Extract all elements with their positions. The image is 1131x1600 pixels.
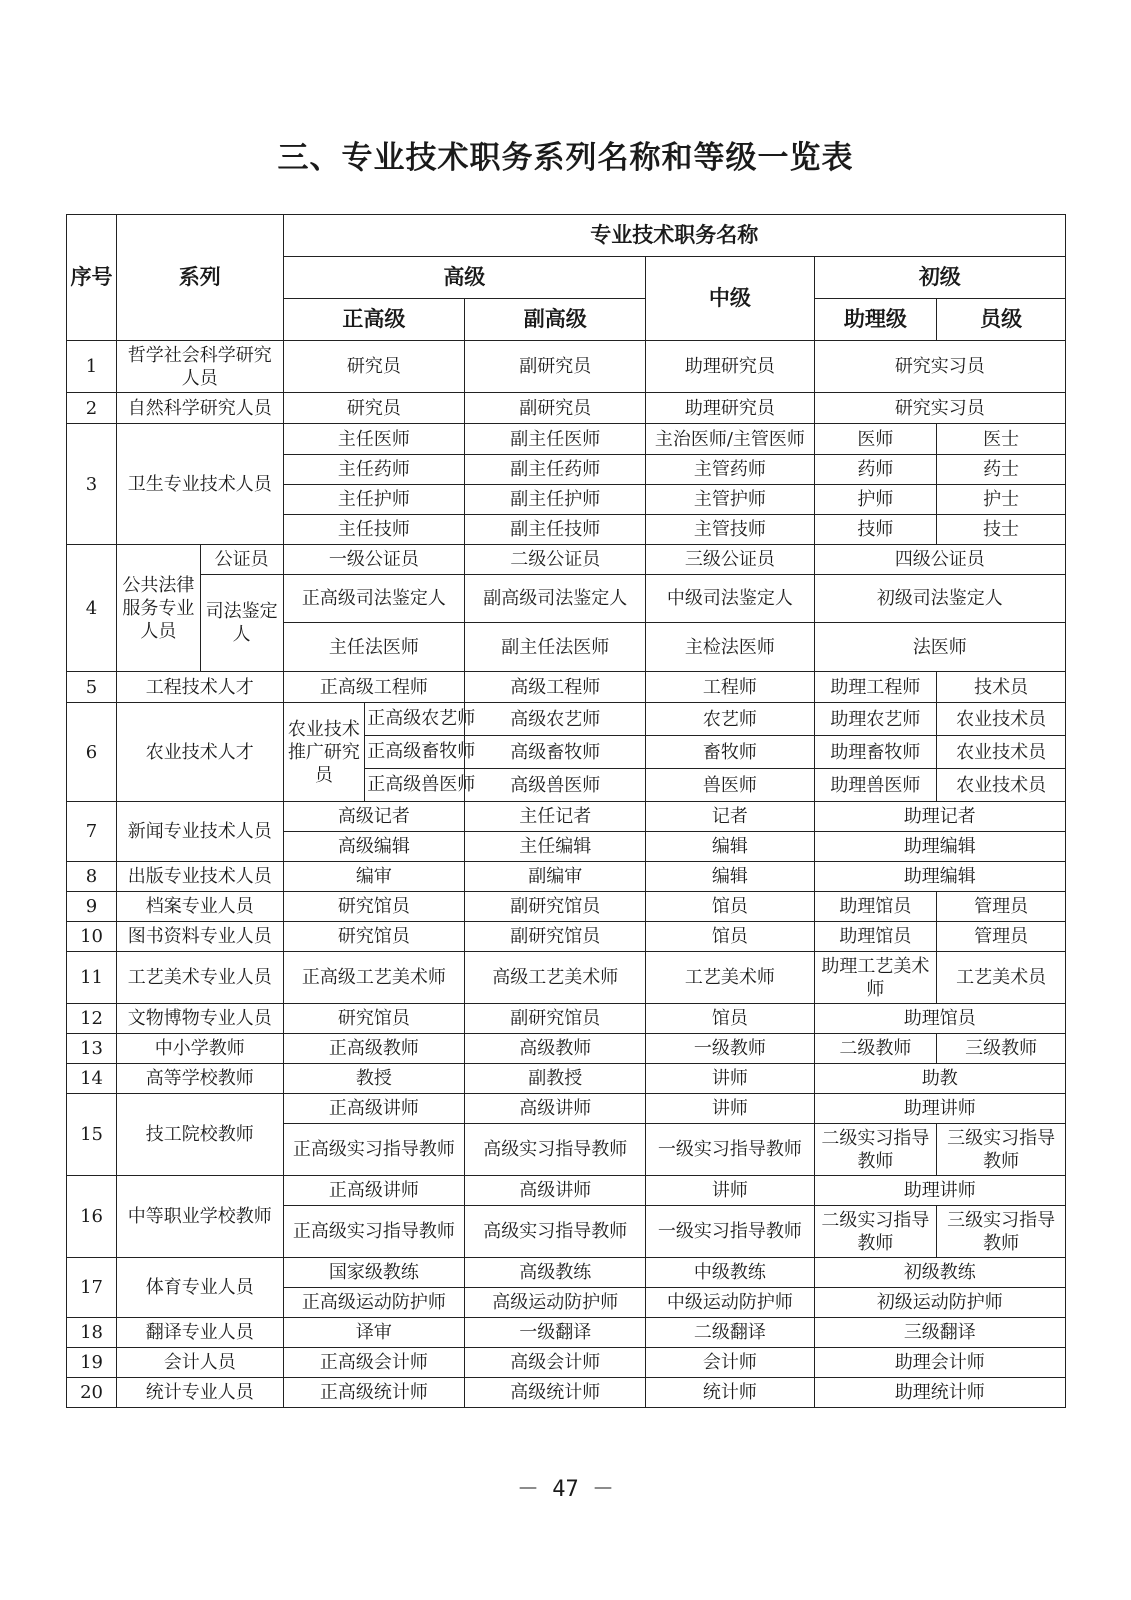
intermediate-title: 编辑 — [646, 862, 815, 892]
vice-senior-title: 主任编辑 — [465, 832, 646, 862]
assistant-title: 助理兽医师 — [814, 769, 937, 802]
row-number: 9 — [67, 892, 117, 922]
row-number: 4 — [67, 545, 117, 672]
junior-title: 助理编辑 — [814, 832, 1065, 862]
row-number: 16 — [67, 1176, 117, 1258]
vice-senior-title: 副编审 — [465, 862, 646, 892]
header-assistant: 助理级 — [814, 299, 937, 341]
intermediate-title: 馆员 — [646, 922, 815, 952]
vice-senior-title: 副主任护师 — [465, 485, 646, 515]
full-senior-title — [365, 703, 476, 736]
series-name: 技工院校教师 — [117, 1094, 283, 1176]
series-name: 哲学社会科学研究人员 — [117, 341, 283, 393]
table-row — [67, 1318, 1066, 1348]
junior-title: 助理记者 — [814, 802, 1065, 832]
series-name: 中小学教师 — [117, 1034, 283, 1064]
intermediate-title: 工程师 — [646, 672, 815, 703]
full-senior-title: 正高级运动防护师 — [283, 1288, 465, 1318]
full-senior-title: 正高级讲师 — [283, 1176, 465, 1206]
vice-senior-title: 高级畜牧师 — [465, 736, 646, 769]
series-name: 统计专业人员 — [117, 1378, 283, 1408]
full-senior-title: 研究员 — [283, 393, 465, 424]
assistant-title: 助理馆员 — [814, 922, 937, 952]
row-number: 13 — [67, 1034, 117, 1064]
intermediate-title: 主治医师/主管医师 — [646, 424, 815, 455]
full-senior-title: 主任法医师 — [283, 623, 465, 672]
vice-senior-title: 主任记者 — [465, 802, 646, 832]
header-row — [67, 215, 1066, 257]
series-name: 翻译专业人员 — [117, 1318, 283, 1348]
vice-senior-title: 副主任医师 — [465, 424, 646, 455]
table-row — [67, 892, 1066, 922]
staff-title: 护士 — [937, 485, 1066, 515]
junior-title: 三级翻译 — [814, 1318, 1065, 1348]
full-senior-title: 译审 — [283, 1318, 465, 1348]
row-number: 8 — [67, 862, 117, 892]
full-senior-title: 国家级教练 — [283, 1258, 465, 1288]
assistant-title: 技师 — [814, 515, 937, 545]
full-senior-title: 正高级统计师 — [283, 1378, 465, 1408]
series-name: 公共法律服务专业人员 — [117, 545, 201, 672]
series-name: 会计人员 — [117, 1348, 283, 1378]
page-title: 三、专业技术职务系列名称和等级一览表 — [277, 140, 854, 176]
junior-title: 研究实习员 — [814, 341, 1065, 393]
table-row — [67, 341, 1066, 393]
full-senior-title: 研究馆员 — [283, 892, 465, 922]
vice-senior-title: 高级实习指导教师 — [465, 1124, 646, 1176]
series-name: 出版专业技术人员 — [117, 862, 283, 892]
assistant-title: 助理馆员 — [814, 892, 937, 922]
intermediate-title: 馆员 — [646, 1004, 815, 1034]
full-senior-title: 主任医师 — [283, 424, 465, 455]
series-name: 工艺美术专业人员 — [117, 952, 283, 1004]
series-name: 新闻专业技术人员 — [117, 802, 283, 862]
staff-title: 农业技术员 — [937, 736, 1066, 769]
full-senior-title: 正高级实习指导教师 — [283, 1124, 465, 1176]
intermediate-title: 编辑 — [646, 832, 815, 862]
header-junior: 初级 — [814, 257, 1065, 299]
staff-title: 医士 — [937, 424, 1066, 455]
staff-title: 管理员 — [937, 892, 1066, 922]
full-senior-title: 主任技师 — [283, 515, 465, 545]
table-row — [67, 393, 1066, 424]
row-number: 19 — [67, 1348, 117, 1378]
staff-title: 管理员 — [937, 922, 1066, 952]
series-name: 卫生专业技术人员 — [117, 424, 283, 545]
intermediate-title: 中级教练 — [646, 1258, 815, 1288]
title-grade-table — [66, 214, 1066, 1408]
intermediate-title: 馆员 — [646, 892, 815, 922]
row-number: 18 — [67, 1318, 117, 1348]
intermediate-title: 三级公证员 — [646, 545, 815, 575]
series-name: 图书资料专业人员 — [117, 922, 283, 952]
full-senior-title: 高级记者 — [283, 802, 465, 832]
intermediate-title: 主管护师 — [646, 485, 815, 515]
row-number: 12 — [67, 1004, 117, 1034]
junior-title: 助理会计师 — [814, 1348, 1065, 1378]
junior-title: 四级公证员 — [814, 545, 1065, 575]
full-senior-title — [365, 769, 476, 802]
full-senior-title: 研究员 — [283, 341, 465, 393]
table-row — [67, 1004, 1066, 1034]
staff-title: 技士 — [937, 515, 1066, 545]
full-senior-title: 正高级工程师 — [283, 672, 465, 703]
full-senior-title: 正高级工艺美术师 — [283, 952, 465, 1004]
intermediate-title: 工艺美术师 — [646, 952, 815, 1004]
junior-title: 初级教练 — [814, 1258, 1065, 1288]
sub-series-name: 公证员 — [200, 545, 283, 575]
intermediate-title: 二级翻译 — [646, 1318, 815, 1348]
table-row — [67, 1176, 1066, 1206]
assistant-title: 药师 — [814, 455, 937, 485]
vice-senior-title: 高级会计师 — [465, 1348, 646, 1378]
table-row — [67, 1034, 1066, 1064]
intermediate-title: 一级实习指导教师 — [646, 1206, 815, 1258]
page-number: － 47 － — [517, 1477, 614, 1502]
table-row — [67, 922, 1066, 952]
assistant-title: 助理工艺美术师 — [814, 952, 937, 1004]
header-vice-senior: 副高级 — [465, 299, 646, 341]
intermediate-title: 兽医师 — [646, 769, 815, 802]
vice-senior-title: 高级教师 — [465, 1034, 646, 1064]
junior-title: 研究实习员 — [814, 393, 1065, 424]
assistant-title: 医师 — [814, 424, 937, 455]
series-name: 体育专业人员 — [117, 1258, 283, 1318]
junior-title: 初级运动防护师 — [814, 1288, 1065, 1318]
full-senior-title-text: 正高级畜牧师 — [367, 741, 476, 762]
intermediate-title: 主检法医师 — [646, 623, 815, 672]
staff-title: 药士 — [937, 455, 1066, 485]
row-number: 10 — [67, 922, 117, 952]
vice-senior-title: 高级工艺美术师 — [465, 952, 646, 1004]
full-senior-title-text: 正高级农艺师 — [367, 708, 476, 729]
vice-senior-title: 副研究馆员 — [465, 922, 646, 952]
row-number: 14 — [67, 1064, 117, 1094]
table-row — [67, 1258, 1066, 1288]
full-senior-title: 高级编辑 — [283, 832, 465, 862]
intermediate-title: 一级实习指导教师 — [646, 1124, 815, 1176]
assistant-title: 二级教师 — [814, 1034, 937, 1064]
vice-senior-title: 高级教练 — [465, 1258, 646, 1288]
full-senior-title: 正高级教师 — [283, 1034, 465, 1064]
intermediate-title: 主管技师 — [646, 515, 815, 545]
full-senior-title: 正高级实习指导教师 — [283, 1206, 465, 1258]
header-full-senior: 正高级 — [283, 299, 465, 341]
vice-senior-title: 高级讲师 — [465, 1176, 646, 1206]
table-row — [67, 424, 1066, 455]
junior-title: 助教 — [814, 1064, 1065, 1094]
intermediate-title: 农艺师 — [646, 703, 815, 736]
staff-title: 工艺美术员 — [937, 952, 1066, 1004]
intermediate-title: 会计师 — [646, 1348, 815, 1378]
full-senior-title — [365, 736, 476, 769]
staff-title: 三级教师 — [937, 1034, 1066, 1064]
row-number: 7 — [67, 802, 117, 862]
vice-senior-title: 二级公证员 — [465, 545, 646, 575]
junior-title: 助理讲师 — [814, 1094, 1065, 1124]
row-number: 20 — [67, 1378, 117, 1408]
full-senior-title: 研究馆员 — [283, 1004, 465, 1034]
series-name: 高等学校教师 — [117, 1064, 283, 1094]
assistant-title: 助理畜牧师 — [814, 736, 937, 769]
series-name: 档案专业人员 — [117, 892, 283, 922]
table-row — [67, 1348, 1066, 1378]
intermediate-title: 主管药师 — [646, 455, 815, 485]
table-row — [67, 952, 1066, 1004]
table-row — [67, 575, 1066, 623]
assistant-title: 二级实习指导教师 — [814, 1206, 937, 1258]
header-series: 系列 — [117, 215, 283, 341]
intermediate-title: 助理研究员 — [646, 393, 815, 424]
intermediate-title: 讲师 — [646, 1176, 815, 1206]
table-row — [67, 802, 1066, 832]
table-row — [67, 703, 1066, 736]
vice-senior-title: 副研究员 — [465, 341, 646, 393]
full-senior-title: 主任药师 — [283, 455, 465, 485]
row-number: 15 — [67, 1094, 117, 1176]
intermediate-title: 记者 — [646, 802, 815, 832]
staff-title: 农业技术员 — [937, 703, 1066, 736]
vice-senior-title: 高级讲师 — [465, 1094, 646, 1124]
row-number: 3 — [67, 424, 117, 545]
vice-senior-title: 高级运动防护师 — [465, 1288, 646, 1318]
series-name: 中等职业学校教师 — [117, 1176, 283, 1258]
row-number: 2 — [67, 393, 117, 424]
header-group-title: 专业技术职务名称 — [283, 215, 1065, 257]
header-intermediate: 中级 — [646, 257, 815, 341]
table-row — [67, 1094, 1066, 1124]
row-number: 17 — [67, 1258, 117, 1318]
full-senior-title: 教授 — [283, 1064, 465, 1094]
header-staff: 员级 — [937, 299, 1066, 341]
table-row — [67, 672, 1066, 703]
junior-title: 助理馆员 — [814, 1004, 1065, 1034]
row-number: 5 — [67, 672, 117, 703]
intermediate-title: 中级运动防护师 — [646, 1288, 815, 1318]
vice-senior-title: 高级统计师 — [465, 1378, 646, 1408]
vice-senior-title: 副教授 — [465, 1064, 646, 1094]
intermediate-title: 统计师 — [646, 1378, 815, 1408]
vice-senior-title: 副研究馆员 — [465, 892, 646, 922]
table-row — [67, 862, 1066, 892]
vice-senior-title: 高级兽医师 — [465, 769, 646, 802]
vice-senior-title: 副主任技师 — [465, 515, 646, 545]
intermediate-title: 畜牧师 — [646, 736, 815, 769]
assistant-title: 护师 — [814, 485, 937, 515]
staff-title: 三级实习指导教师 — [937, 1124, 1066, 1176]
full-senior-title: 正高级讲师 — [283, 1094, 465, 1124]
full-senior-title: 研究馆员 — [283, 922, 465, 952]
header-seq: 序号 — [67, 215, 117, 341]
assistant-title: 二级实习指导教师 — [814, 1124, 937, 1176]
series-name: 文物博物专业人员 — [117, 1004, 283, 1034]
vice-senior-title: 副高级司法鉴定人 — [465, 575, 646, 623]
vice-senior-title: 副主任药师 — [465, 455, 646, 485]
full-senior-title-text: 正高级兽医师 — [367, 774, 476, 795]
row-number: 6 — [67, 703, 117, 802]
full-senior-title: 主任护师 — [283, 485, 465, 515]
staff-title: 三级实习指导教师 — [937, 1206, 1066, 1258]
header-senior: 高级 — [283, 257, 646, 299]
vice-senior-title: 高级农艺师 — [465, 703, 646, 736]
vice-senior-title: 一级翻译 — [465, 1318, 646, 1348]
intermediate-title: 中级司法鉴定人 — [646, 575, 815, 623]
vice-senior-title: 副研究员 — [465, 393, 646, 424]
full-senior-title: 正高级会计师 — [283, 1348, 465, 1378]
series-name: 工程技术人才 — [117, 672, 283, 703]
row-number: 11 — [67, 952, 117, 1004]
table-row — [67, 545, 1066, 575]
junior-title: 法医师 — [814, 623, 1065, 672]
table-row — [67, 1064, 1066, 1094]
intermediate-title: 助理研究员 — [646, 341, 815, 393]
extension-researcher: 农业技术推广研究员 — [283, 703, 365, 802]
intermediate-title: 一级教师 — [646, 1034, 815, 1064]
staff-title: 农业技术员 — [937, 769, 1066, 802]
assistant-title: 助理农艺师 — [814, 703, 937, 736]
full-senior-title: 一级公证员 — [283, 545, 465, 575]
junior-title: 助理讲师 — [814, 1176, 1065, 1206]
junior-title: 助理统计师 — [814, 1378, 1065, 1408]
vice-senior-title: 高级工程师 — [465, 672, 646, 703]
series-name: 农业技术人才 — [117, 703, 283, 802]
junior-title: 助理编辑 — [814, 862, 1065, 892]
vice-senior-title: 高级实习指导教师 — [465, 1206, 646, 1258]
assistant-title: 助理工程师 — [814, 672, 937, 703]
full-senior-title: 编审 — [283, 862, 465, 892]
staff-title: 技术员 — [937, 672, 1066, 703]
full-senior-title: 正高级司法鉴定人 — [283, 575, 465, 623]
vice-senior-title: 副研究馆员 — [465, 1004, 646, 1034]
vice-senior-title: 副主任法医师 — [465, 623, 646, 672]
sub-series-name: 司法鉴定人 — [200, 575, 283, 672]
intermediate-title: 讲师 — [646, 1094, 815, 1124]
intermediate-title: 讲师 — [646, 1064, 815, 1094]
series-name: 自然科学研究人员 — [117, 393, 283, 424]
table-row — [67, 1378, 1066, 1408]
junior-title: 初级司法鉴定人 — [814, 575, 1065, 623]
row-number: 1 — [67, 341, 117, 393]
